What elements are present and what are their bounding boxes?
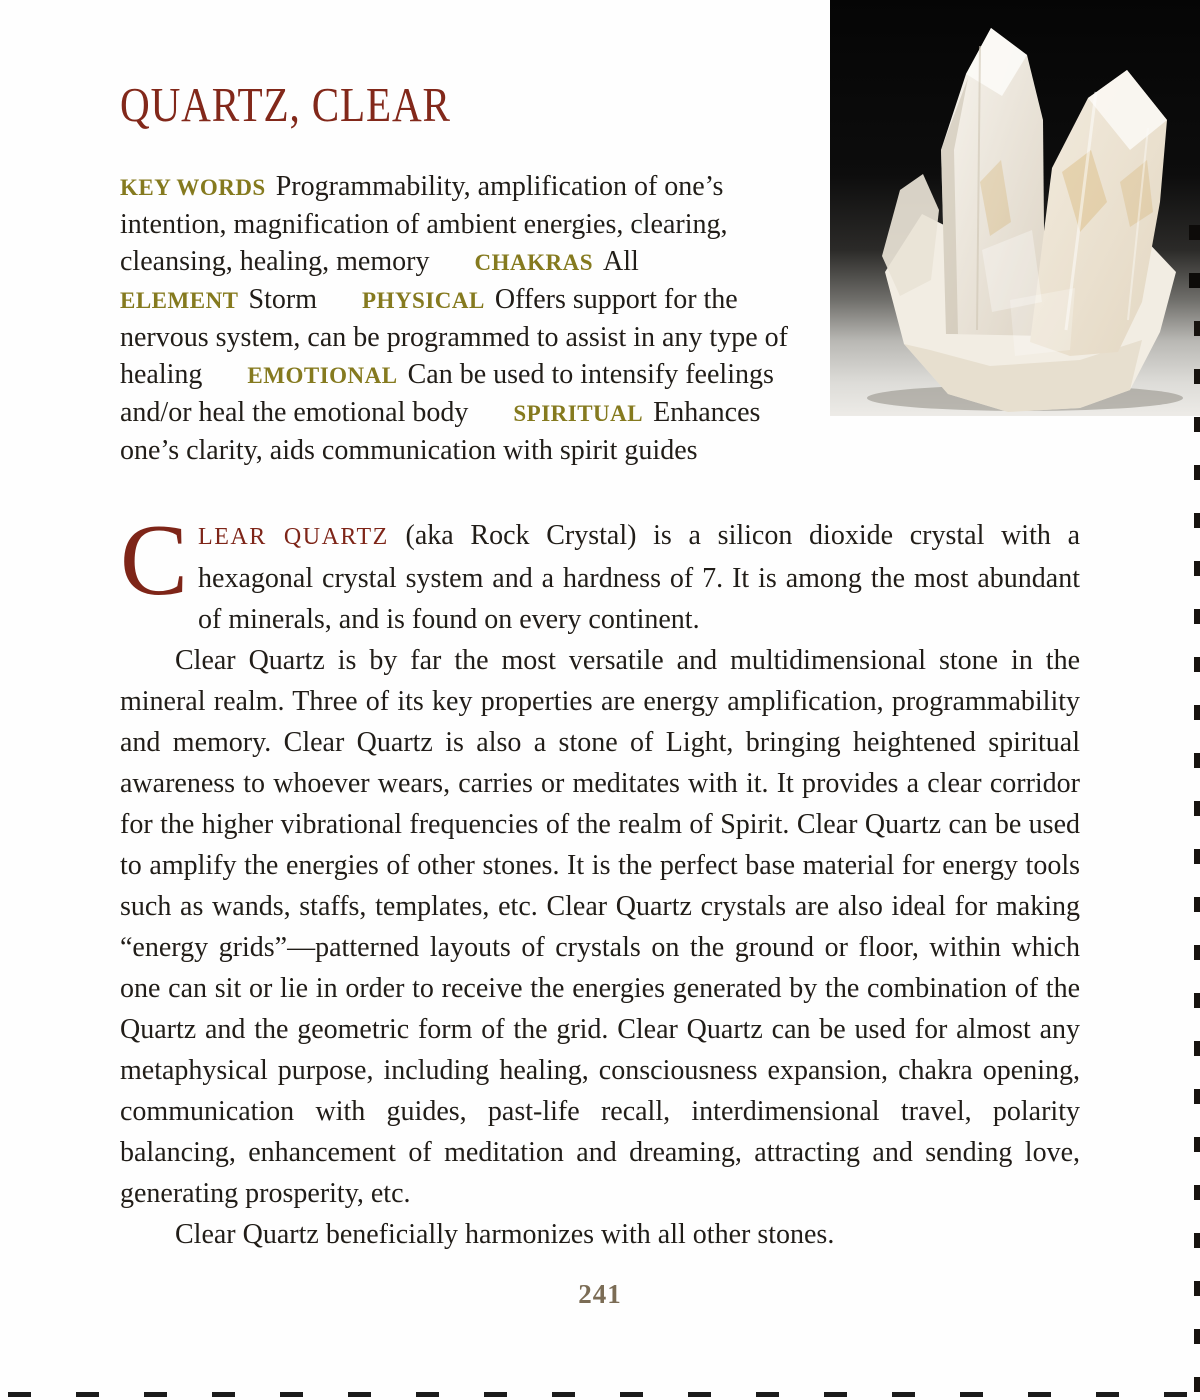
page-title-text: QUARTZ, CLEAR xyxy=(120,77,451,132)
property-pair-chakras xyxy=(474,246,676,277)
property-label: KEY WORDS xyxy=(120,175,266,200)
dropcap: C xyxy=(120,504,189,617)
paragraph-lead xyxy=(120,504,1081,640)
property-pair-element xyxy=(120,284,355,315)
property-value: Offers support for the nervous system, can be programmed to assist in any type of healing xyxy=(120,284,788,390)
lead-smallcaps: LEAR QUARTZ xyxy=(198,524,389,550)
property-gap xyxy=(429,246,467,277)
crystal-photo-art xyxy=(830,0,1200,416)
property-gap xyxy=(639,246,677,277)
property-label: ELEMENT xyxy=(120,288,239,313)
property-value: Can be used to intensify feelings and/or heal the emotional body xyxy=(120,359,774,428)
paragraph-closing: Clear Quartz beneficially harmonizes with all other stones. xyxy=(175,1219,835,1250)
property-value: Enhances one’s clarity, aids communication with spirit guides xyxy=(120,397,761,466)
paragraph-lead-text: (aka Rock Crystal) is a silicon dioxide crystal with a hexagonal crystal system and a hardness of 7. It is among the most abundant of minerals, and is found on every continent. xyxy=(198,520,1081,635)
page-number: 241 xyxy=(578,1279,622,1309)
bottom-crop-marks xyxy=(8,1392,1198,1397)
property-label: PHYSICAL xyxy=(362,288,485,313)
property-gap xyxy=(468,397,506,428)
crystal-photo xyxy=(830,0,1200,416)
property-value: All xyxy=(602,246,639,277)
paragraph-main: Clear Quartz is by far the most versatile and multidimensional stone in the mineral realm. Three of its key properties are energy amplification, programmability and memory. Clear Quartz is also a stone of Light, bringing heightened spiritual awareness to whoever wears, carries or meditates with it. It provides a clear corridor for the higher vibrational frequencies of the realm of Spirit. Clear Quartz can be used to amplify the energies of other stones. It is the perfect base material for energy tools such as wands, staffs, templates, etc. Clear Quartz crystals are also ideal for making “energy grids”—patterned layouts of crystals on the ground or floor, within which one can sit or lie in order to receive the energies generated by the combination of the Quartz and the geometric form of the grid. Clear Quartz can be used for almost any metaphysical purpose, including healing, consciousness expansion, chakra opening, communication with guides, past-life recall, interdimensional travel, polarity balancing, enhancement of meditation and dreaming, attracting and sending love, generating prosperity, etc. xyxy=(120,645,1080,1209)
property-label: CHAKRAS xyxy=(474,250,593,275)
property-label: SPIRITUAL xyxy=(513,401,644,426)
property-label: EMOTIONAL xyxy=(247,363,398,388)
property-gap xyxy=(317,284,355,315)
property-value: Programmability, amplification of one’s intention, magnification of ambient energies, clearing, cleansing, healing, memory xyxy=(120,171,728,277)
page-edge-ticks-photo xyxy=(1189,225,1200,295)
property-gap xyxy=(202,359,240,390)
page-edge-ticks xyxy=(1194,225,1200,1400)
property-value: Storm xyxy=(248,284,317,315)
